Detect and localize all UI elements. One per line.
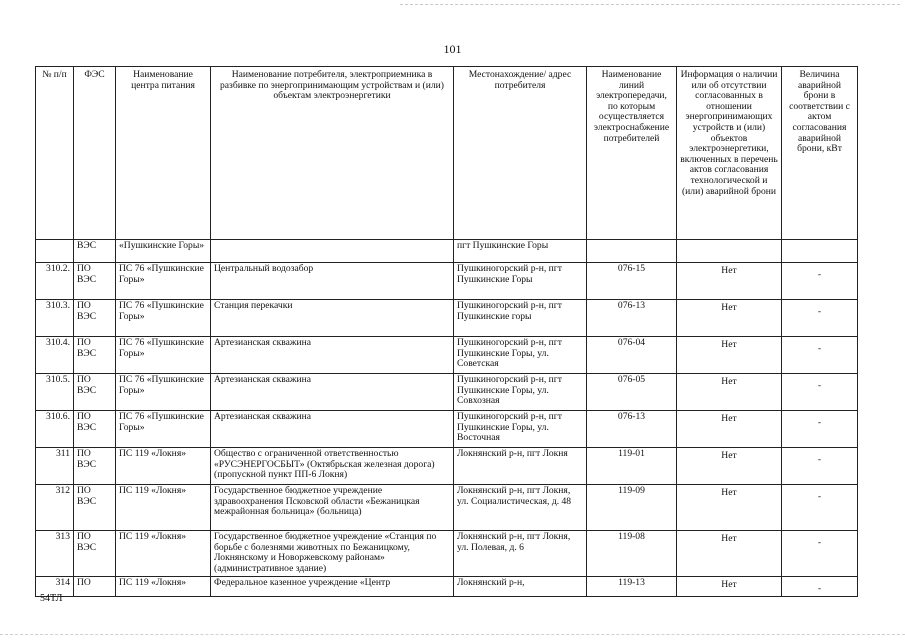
cell-num: 312 bbox=[36, 485, 74, 531]
consumer-table bbox=[35, 66, 858, 597]
cell-consumer: Артезианская скважина bbox=[211, 337, 454, 374]
cell-location: Пушкиногорский р-н, пгт Пушкинские Горы bbox=[454, 263, 587, 300]
cell-center: ПС 76 «Пушкинские Горы» bbox=[116, 263, 211, 300]
cell-line: 076-15 bbox=[587, 263, 677, 300]
cell-consumer: Государственное бюджетное учреждение здравоохранения Псковской области «Бежаницкая межрайонная больница» (больница) bbox=[211, 485, 454, 531]
cell-num: 314 bbox=[36, 577, 74, 597]
cell-consumer: Центральный водозабор bbox=[211, 263, 454, 300]
cell-reserve: - bbox=[782, 374, 858, 411]
cell-fes: ПО ВЭС bbox=[74, 337, 116, 374]
table-row bbox=[36, 485, 858, 531]
cell-line: 119-09 bbox=[587, 485, 677, 531]
cell-reserve: - bbox=[782, 411, 858, 448]
cell-consumer: Артезианская скважина bbox=[211, 374, 454, 411]
cell-reserve: - bbox=[782, 300, 858, 337]
cell-reserve: - bbox=[782, 448, 858, 485]
table-row bbox=[36, 337, 858, 374]
cell-consumer: Государственное бюджетное учреждение «Станция по борьбе с болезнями животных по Бежаницкому, Локнянскому и Новоржевскому районам» (административное здание) bbox=[211, 531, 454, 577]
cell-reserve bbox=[782, 240, 858, 263]
table-row bbox=[36, 411, 858, 448]
cell-info: Нет bbox=[677, 337, 782, 374]
table-row bbox=[36, 531, 858, 577]
cell-center: ПС 76 «Пушкинские Горы» bbox=[116, 337, 211, 374]
cell-location: Пушкиногорский р-н, пгт Пушкинские горы bbox=[454, 300, 587, 337]
header-info: Информация о наличии или об отсутствии согласованных в отношении энергопринимающих устройств и (или) объектов электроэнергетики, включенных в перечень актов согласования технологической и (или) аварийной брони bbox=[677, 67, 782, 240]
table-row bbox=[36, 448, 858, 485]
cell-info: Нет bbox=[677, 485, 782, 531]
table-row bbox=[36, 300, 858, 337]
table-row bbox=[36, 263, 858, 300]
header-fes: ФЭС bbox=[74, 67, 116, 240]
header-line: Наименование линий электропередачи, по которым осуществляется электроснабжение потребителей bbox=[587, 67, 677, 240]
cell-line: 119-13 bbox=[587, 577, 677, 597]
table-header-row bbox=[36, 67, 858, 240]
cell-fes: ПО bbox=[74, 577, 116, 597]
cell-info: Нет bbox=[677, 263, 782, 300]
cell-location: пгт Пушкинские Горы bbox=[454, 240, 587, 263]
cell-center: ПС 119 «Локня» bbox=[116, 577, 211, 597]
cell-center: ПС 119 «Локня» bbox=[116, 485, 211, 531]
cell-line: 119-08 bbox=[587, 531, 677, 577]
cell-fes: ВЭС bbox=[74, 240, 116, 263]
cell-location: Локнянский р-н, пгт Локня, ул. Полевая, д. 6 bbox=[454, 531, 587, 577]
cell-fes: ПО ВЭС bbox=[74, 411, 116, 448]
cell-line: 076-13 bbox=[587, 411, 677, 448]
cell-info bbox=[677, 240, 782, 263]
cell-consumer bbox=[211, 240, 454, 263]
cell-info: Нет bbox=[677, 577, 782, 597]
scan-artifact-top bbox=[400, 4, 900, 5]
cell-fes: ПО ВЭС bbox=[74, 300, 116, 337]
cell-reserve: - bbox=[782, 531, 858, 577]
table-row bbox=[36, 374, 858, 411]
cell-fes: ПО ВЭС bbox=[74, 448, 116, 485]
cell-center: «Пушкинские Горы» bbox=[116, 240, 211, 263]
cell-consumer: Артезианская скважина bbox=[211, 411, 454, 448]
cell-num: 310.4. bbox=[36, 337, 74, 374]
cell-line: 076-13 bbox=[587, 300, 677, 337]
cell-consumer: Общество с ограниченной ответственностью «РУСЭНЕРГОСБЫТ» (Октябрьская железная дорога) (пропускной пункт ПП-6 Локня) bbox=[211, 448, 454, 485]
cell-fes: ПО ВЭС bbox=[74, 485, 116, 531]
cell-info: Нет bbox=[677, 448, 782, 485]
cell-fes: ПО ВЭС bbox=[74, 263, 116, 300]
cell-consumer: Станция перекачки bbox=[211, 300, 454, 337]
cell-line: 076-04 bbox=[587, 337, 677, 374]
header-center: Наименование центра питания bbox=[116, 67, 211, 240]
cell-consumer: Федеральное казенное учреждение «Центр bbox=[211, 577, 454, 597]
cell-num: 311 bbox=[36, 448, 74, 485]
cell-location: Пушкиногорский р-н, пгт Пушкинские Горы, ул. Совхозная bbox=[454, 374, 587, 411]
cell-fes: ПО ВЭС bbox=[74, 374, 116, 411]
table-row bbox=[36, 577, 858, 597]
cell-num: 310.2. bbox=[36, 263, 74, 300]
cell-line: 076-05 bbox=[587, 374, 677, 411]
cell-info: Нет bbox=[677, 411, 782, 448]
cell-reserve: - bbox=[782, 263, 858, 300]
cell-num: 310.6. bbox=[36, 411, 74, 448]
cell-location: Локнянский р-н, bbox=[454, 577, 587, 597]
cell-center: ПС 76 «Пушкинские Горы» bbox=[116, 300, 211, 337]
cell-location: Локнянский р-н, пгт Локня, ул. Социалистическая, д. 48 bbox=[454, 485, 587, 531]
header-location: Местонахождение/ адрес потребителя bbox=[454, 67, 587, 240]
cell-num: 310.5. bbox=[36, 374, 74, 411]
cell-info: Нет bbox=[677, 531, 782, 577]
cell-info: Нет bbox=[677, 300, 782, 337]
cell-info: Нет bbox=[677, 374, 782, 411]
cell-num: 310.3. bbox=[36, 300, 74, 337]
cell-num: 313 bbox=[36, 531, 74, 577]
header-reserve: Величина аварийной брони в соответствии с актом согласования аварийной брони, кВт bbox=[782, 67, 858, 240]
page-number: 101 bbox=[443, 42, 462, 56]
cell-line: 119-01 bbox=[587, 448, 677, 485]
header-num: № п/п bbox=[36, 67, 74, 240]
cell-reserve: - bbox=[782, 485, 858, 531]
cell-location: Пушкиногорский р-н, пгт Пушкинские Горы, ул. Советская bbox=[454, 337, 587, 374]
cell-center: ПС 119 «Локня» bbox=[116, 448, 211, 485]
cell-line bbox=[587, 240, 677, 263]
cell-location: Пушкиногорский р-н, пгт Пушкинские Горы, ул. Восточная bbox=[454, 411, 587, 448]
cell-center: ПС 76 «Пушкинские Горы» bbox=[116, 411, 211, 448]
cell-reserve: - bbox=[782, 577, 858, 597]
cell-num bbox=[36, 240, 74, 263]
header-consumer: Наименование потребителя, электроприемника в разбивке по энергопринимающим устройствам и (или) объектам электроэнергетики bbox=[211, 67, 454, 240]
cell-center: ПС 119 «Локня» bbox=[116, 531, 211, 577]
footer-code: 54ТЛ bbox=[40, 593, 63, 604]
cell-location: Локнянский р-н, пгт Локня bbox=[454, 448, 587, 485]
cell-fes: ПО ВЭС bbox=[74, 531, 116, 577]
cell-center: ПС 76 «Пушкинские Горы» bbox=[116, 374, 211, 411]
scan-artifact-bottom bbox=[0, 634, 905, 635]
cell-reserve: - bbox=[782, 337, 858, 374]
table-row bbox=[36, 240, 858, 263]
